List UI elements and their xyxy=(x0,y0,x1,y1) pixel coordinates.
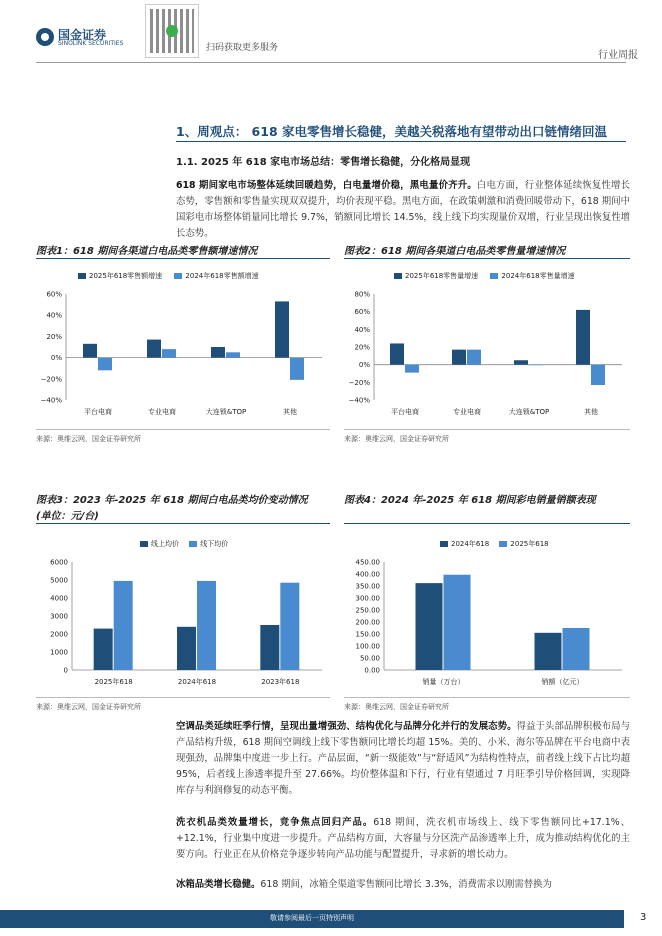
y-tick-label: 400.00 xyxy=(355,570,380,579)
bar xyxy=(416,583,443,670)
figure-3-title: 图表3：2023 年-2025 年 618 期间白电品类均价变动情况 xyxy=(36,495,308,506)
y-tick-label: 80% xyxy=(354,290,370,299)
figure-2-title: 图表2：618 期间各渠道白电品类零售量增速情况 xyxy=(344,246,566,257)
bar xyxy=(514,360,528,364)
figure-2-chart xyxy=(344,288,630,420)
y-tick-label: −40% xyxy=(40,396,62,405)
figure-2-rule xyxy=(344,258,630,259)
x-tick-label: 销额（亿元） xyxy=(541,678,584,686)
y-tick-label: 1000 xyxy=(50,648,68,657)
y-tick-label: 20% xyxy=(46,332,62,341)
bar xyxy=(452,350,466,365)
paragraph-4-body: 618 期间，冰箱全渠道零售额同比增长 3.3%，消费需求以刚需替换为 xyxy=(260,879,552,890)
x-tick-label: 2023年618 xyxy=(261,678,300,686)
figure-1-source-rule xyxy=(36,429,330,430)
bar xyxy=(197,581,216,670)
bar xyxy=(576,310,590,365)
y-tick-label: 0% xyxy=(358,361,370,370)
figure-4-chart xyxy=(344,556,630,690)
figure-3-rule xyxy=(36,523,330,524)
y-tick-label: 5000 xyxy=(50,576,68,585)
figure-4-legend xyxy=(440,539,549,549)
qr-code-icon[interactable] xyxy=(145,4,199,58)
y-tick-label: 0.00 xyxy=(364,666,380,675)
legend-swatch-dark xyxy=(140,541,148,547)
figure-4-title: 图表4：2024 年-2025 年 618 期间彩电销量销额表现 xyxy=(344,495,596,506)
bar xyxy=(177,627,196,670)
y-tick-label: 60% xyxy=(354,308,370,317)
y-tick-label: 150.00 xyxy=(355,630,380,639)
y-tick-label: 300.00 xyxy=(355,594,380,603)
y-tick-label: 4000 xyxy=(50,594,68,603)
y-tick-label: 0 xyxy=(63,666,68,675)
figure-3-source-rule xyxy=(36,697,330,698)
bar xyxy=(275,301,289,357)
y-tick-label: 2000 xyxy=(50,630,68,639)
x-tick-label: 2025年618 xyxy=(94,678,133,686)
y-tick-label: 3000 xyxy=(50,612,68,621)
figure-3-legend xyxy=(140,539,228,549)
figure-1-chart xyxy=(36,288,330,420)
bar xyxy=(467,350,481,365)
logo-cn: 国金证券 xyxy=(58,28,107,42)
bar xyxy=(280,583,299,670)
bar xyxy=(114,581,133,670)
figure-2-legend xyxy=(394,271,575,281)
bar xyxy=(529,365,543,366)
legend-swatch-dark xyxy=(394,273,402,279)
x-tick-label: 平台电商 xyxy=(391,408,419,416)
x-tick-label: 销量（万台） xyxy=(422,678,465,686)
legend-swatch-light xyxy=(490,273,498,279)
bar xyxy=(98,358,112,371)
legend-swatch-light xyxy=(499,541,507,547)
bar xyxy=(591,365,605,385)
figure-1-rule xyxy=(36,258,330,259)
section-heading: 1、周观点： 618 家电零售增长稳健，美越关税落地有望带动出口链情绪回温 xyxy=(176,124,607,139)
paragraph-3 xyxy=(176,815,630,863)
logo-icon xyxy=(36,28,54,46)
paragraph-3-body: 618 期间，洗衣机市场线上、线下零售额同比+17.1%、+12.1%，行业集中度进一步提升。产品结构方面，大容量与分区洗产品渗透率上升，成为推动结构优化的主要方向。行业正在从价格竞争逐步转向产品功能与配置提升，寻求新的增长动力。 xyxy=(176,817,630,860)
x-tick-label: 大连锁&TOP xyxy=(205,408,247,416)
legend-swatch-dark xyxy=(78,273,86,279)
x-tick-label: 其他 xyxy=(584,408,598,416)
bar xyxy=(226,352,240,357)
y-tick-label: 250.00 xyxy=(355,606,380,615)
y-tick-label: 40% xyxy=(354,325,370,334)
y-tick-label: −20% xyxy=(348,378,370,387)
paragraph-2-body: 得益于头部品牌积极布局与产品结构升级，618 期间空调线上线下零售额同比增长均超 15%。美的、小米、海尔等品牌在平台电商中表现强劲，品牌集中度进一步上行。产品层面，“新一级能效”与“舒适风”为结构性特点，前者线上线下占比均超 95%，后者线上渗透率提升至 27.66%。均价整体温和下行，行业有望通过 7 月旺季引导价格回调，实现降库存与利润修复的动态平衡。 xyxy=(176,721,630,796)
figure-1-legend-a: 2025年618零售额增速 xyxy=(89,272,163,280)
paragraph-1-body: 白电方面，行业整体延续恢复性增长态势，零售额和零售量实现双双提升，均价表现平稳。黑电方面，在政策刺激和消费回暖带动下，618 期间中国彩电市场整体销量同比增长 9.7%，销额同比增长 14.5%，线上线下均实现量价双增，行业呈现出恢复性增长态势。 xyxy=(176,180,630,239)
figure-4-legend-a: 2024年618 xyxy=(451,540,490,548)
figure-4-source-rule xyxy=(344,697,630,698)
x-tick-label: 专业电商 xyxy=(453,408,481,416)
logo-en: SINOLINK SECURITIES xyxy=(58,40,124,47)
figure-1-source: 来源：奥维云网，国金证券研究所 xyxy=(36,435,141,443)
bar xyxy=(290,358,304,380)
paragraph-1 xyxy=(176,178,630,242)
y-tick-label: 450.00 xyxy=(355,558,380,567)
legend-swatch-light xyxy=(174,273,182,279)
x-tick-label: 平台电商 xyxy=(84,408,112,416)
figure-3-legend-b: 线下均价 xyxy=(200,540,229,548)
y-tick-label: 20% xyxy=(354,343,370,352)
figure-2-source: 来源：奥维云网，国金证券研究所 xyxy=(344,435,449,443)
figure-3-legend-a: 线上均价 xyxy=(151,540,179,548)
y-tick-label: 6000 xyxy=(50,558,68,567)
y-tick-label: −20% xyxy=(40,375,62,384)
figure-3-unit: (单位：元/台) xyxy=(36,511,99,522)
y-tick-label: 40% xyxy=(46,311,62,320)
y-tick-label: 200.00 xyxy=(355,618,380,627)
page-number: 3 xyxy=(640,912,647,923)
header-divider xyxy=(36,62,626,63)
x-tick-label: 专业电商 xyxy=(148,408,176,416)
figure-2-legend-b: 2024年618零售量增速 xyxy=(501,272,575,280)
bar xyxy=(162,349,176,357)
y-tick-label: 350.00 xyxy=(355,582,380,591)
legend-swatch-dark xyxy=(440,541,448,547)
paragraph-4 xyxy=(176,877,630,893)
paragraph-3-lead: 洗衣机品类效量增长，竞争焦点回归产品。 xyxy=(176,817,374,828)
paragraph-2 xyxy=(176,719,630,799)
bar xyxy=(535,633,562,670)
paragraph-2-lead: 空调品类延续旺季行情，呈现出量增强劲、结构优化与品牌分化并行的发展态势。 xyxy=(176,721,517,732)
report-type: 行业周报 xyxy=(598,50,638,61)
figure-4-legend-b: 2025年618 xyxy=(510,540,549,548)
bar xyxy=(147,340,161,358)
y-tick-label: −40% xyxy=(348,396,370,405)
y-tick-label: 60% xyxy=(46,290,62,299)
paragraph-4-lead: 冰箱品类增长稳健。 xyxy=(176,879,261,890)
figure-2-legend-a: 2025年618零售量增速 xyxy=(405,272,479,280)
bar xyxy=(94,629,113,670)
legend-swatch-light xyxy=(189,541,197,547)
figure-1-title: 图表1：618 期间各渠道白电品类零售额增速情况 xyxy=(36,246,258,257)
bar xyxy=(260,625,279,670)
y-tick-label: 0% xyxy=(50,354,62,363)
subsection-heading: 1.1. 2025 年 618 家电市场总结：零售增长稳健，分化格局显现 xyxy=(176,157,471,168)
figure-4-rule xyxy=(344,523,630,524)
company-logo xyxy=(36,26,136,50)
heading-underline xyxy=(176,141,626,142)
bar xyxy=(563,628,590,670)
x-tick-label: 大连锁&TOP xyxy=(508,408,550,416)
figure-4-source: 来源：奥维云网，国金证券研究所 xyxy=(344,703,449,711)
figure-3-chart xyxy=(36,556,330,690)
figure-1-legend-b: 2024年618零售额增速 xyxy=(185,272,259,280)
bar xyxy=(390,343,404,364)
bar xyxy=(211,347,225,358)
y-tick-label: 100.00 xyxy=(355,642,380,651)
figure-1-legend xyxy=(78,271,259,281)
bar xyxy=(405,365,419,373)
y-tick-label: 50.00 xyxy=(359,654,380,663)
bar xyxy=(444,575,471,670)
figure-2-source-rule xyxy=(344,429,630,430)
x-tick-label: 其他 xyxy=(283,408,297,416)
footer-disclaimer[interactable]: 敬请参阅最后一页特别声明 xyxy=(270,914,354,922)
bar xyxy=(83,344,97,358)
paragraph-1-lead: 618 期间家电市场整体延续回暖趋势，白电量增价稳，黑电量价齐升。 xyxy=(176,180,477,191)
scan-prompt: 扫码获取更多服务 xyxy=(206,43,279,53)
x-tick-label: 2024年618 xyxy=(177,678,217,686)
figure-3-source: 来源：奥维云网，国金证券研究所 xyxy=(36,703,141,711)
